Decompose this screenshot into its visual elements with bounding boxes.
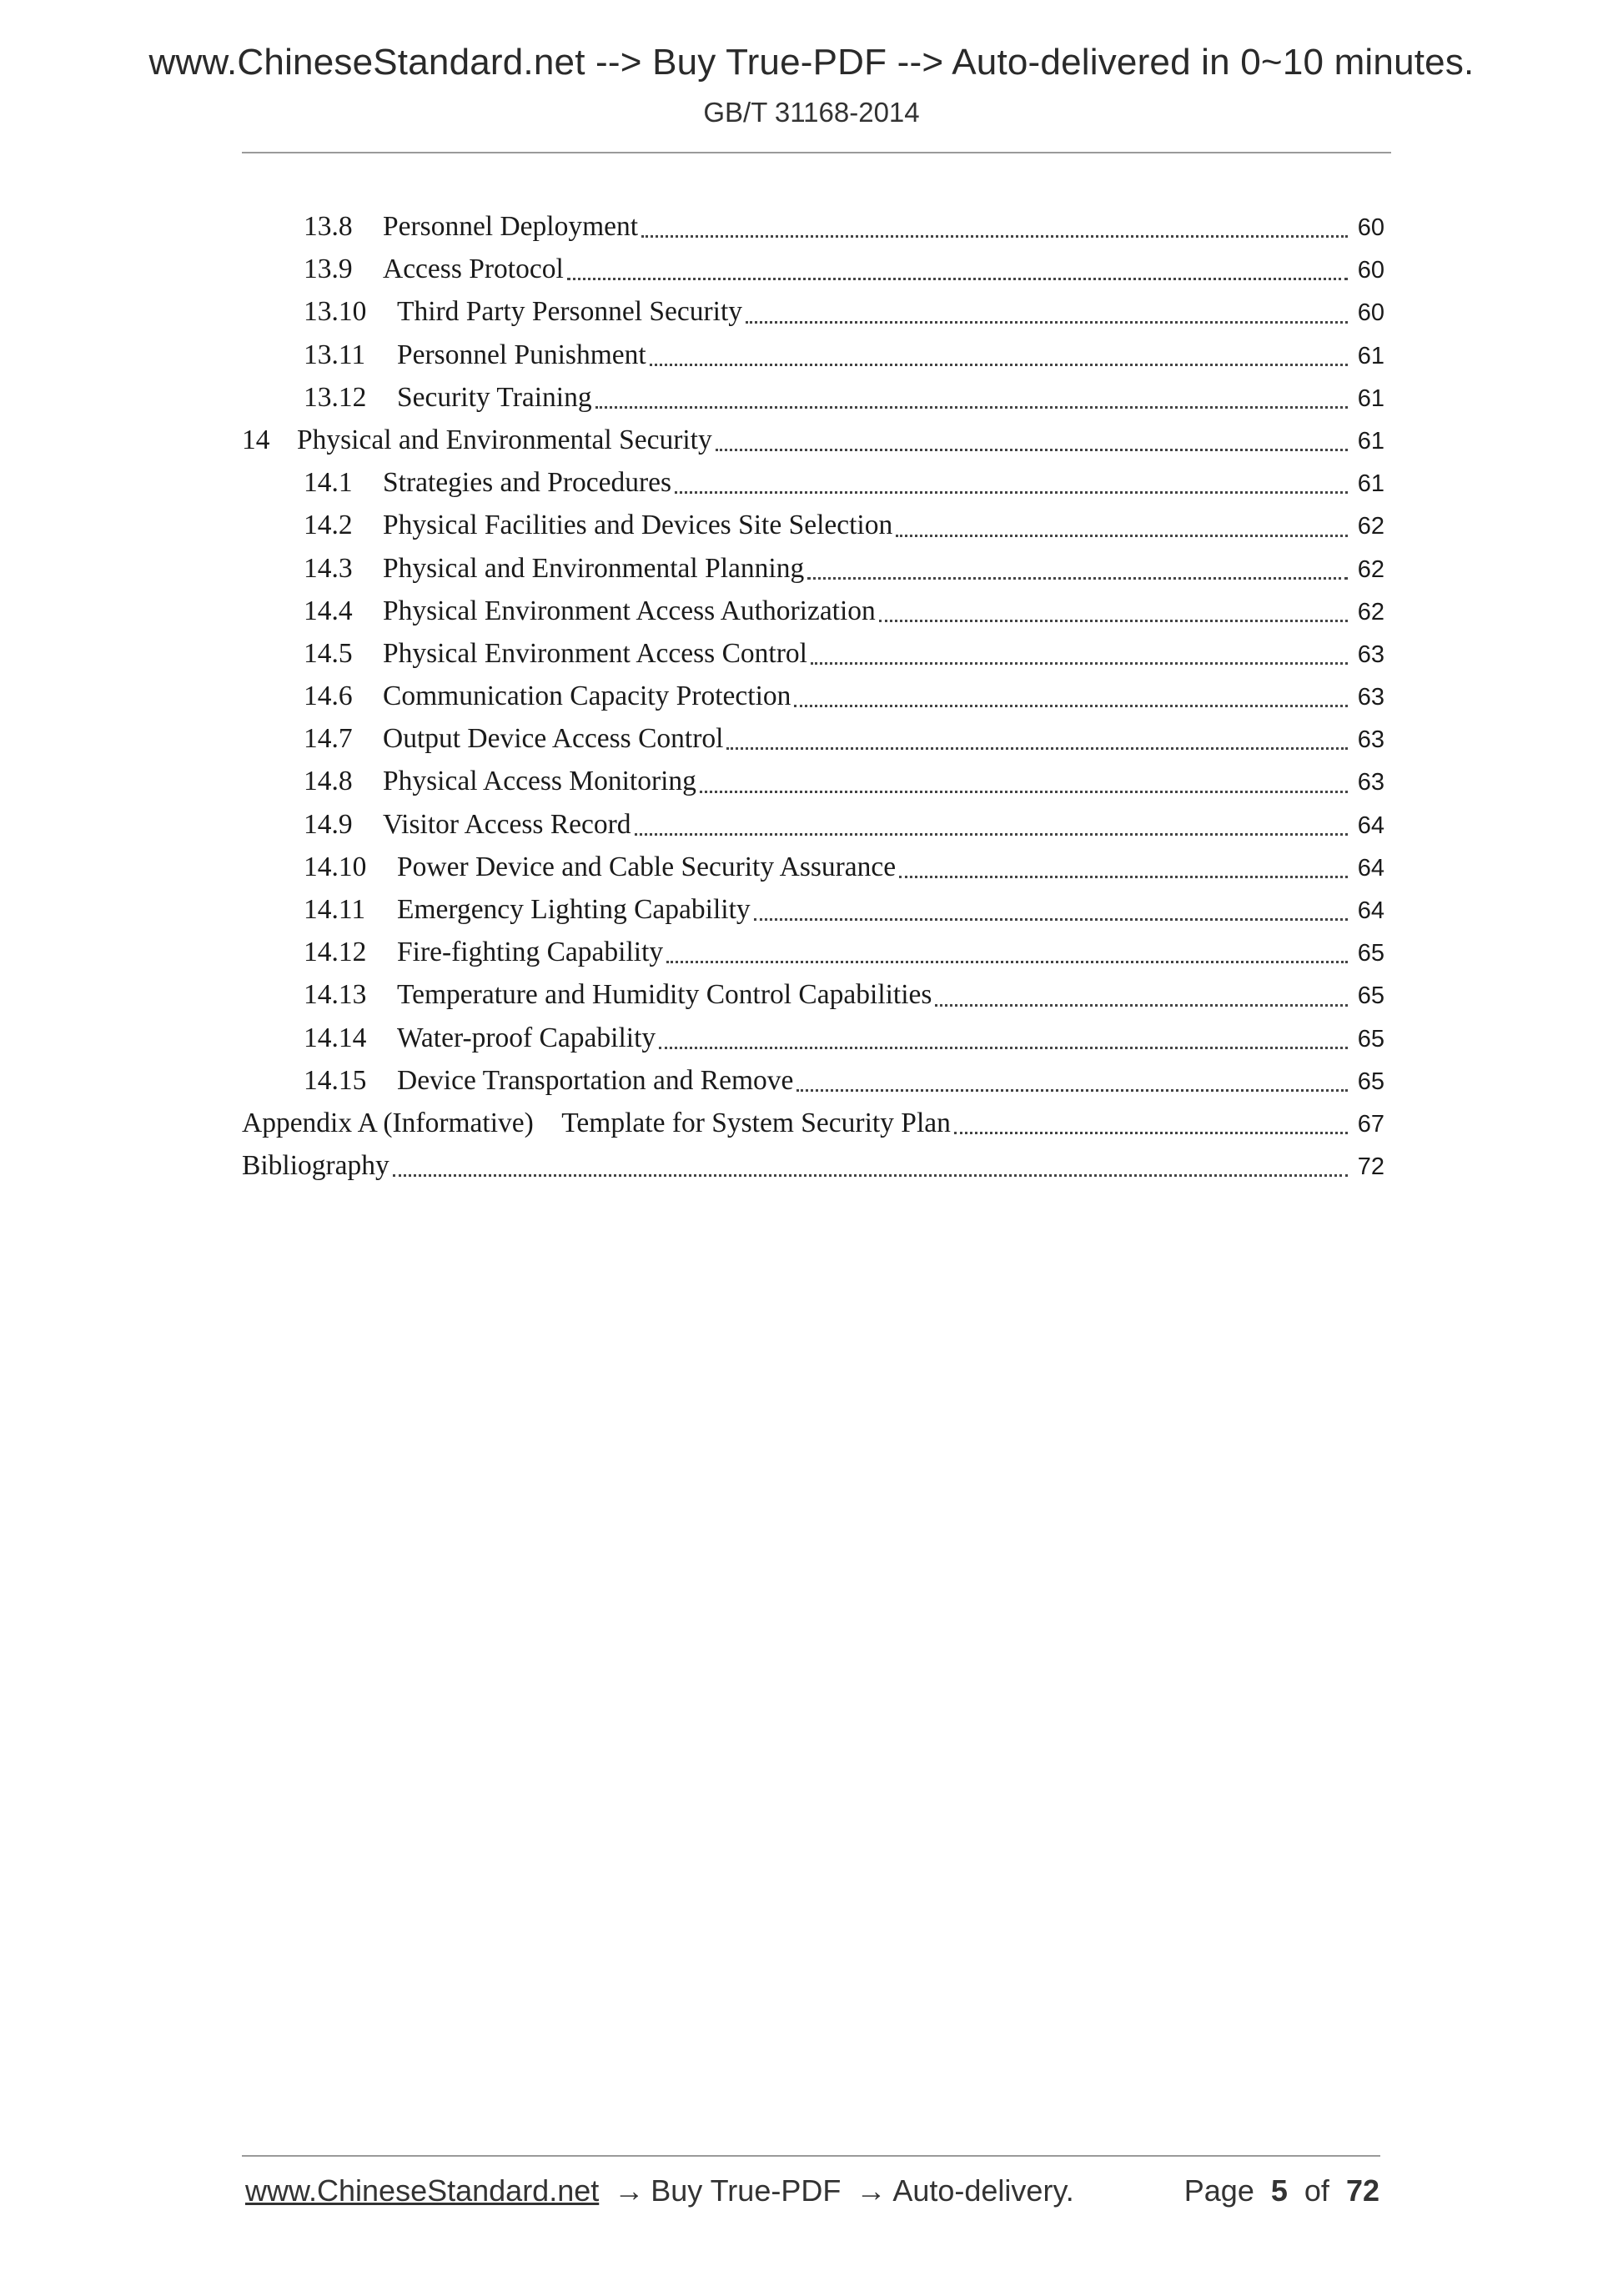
- toc-entry-page: 60: [1357, 299, 1384, 327]
- toc-entry[interactable]: [242, 590, 1384, 632]
- toc-entry[interactable]: [242, 290, 1384, 333]
- toc-entry[interactable]: [242, 547, 1384, 590]
- dot-leader: [807, 577, 1348, 580]
- toc-entry-title: Personnel Deployment: [383, 211, 639, 242]
- toc-entry-number: 14: [242, 424, 270, 455]
- toc-entry-title: Device Transportation and Remove: [397, 1064, 794, 1096]
- toc-entry-page: 60: [1357, 214, 1384, 241]
- toc-entry-number: 13.9: [304, 254, 353, 285]
- right-arrow-icon: →: [614, 2173, 645, 2208]
- toc-entry-title: Physical Environment Access Authorization: [383, 595, 876, 626]
- dot-leader: [567, 278, 1348, 280]
- dot-leader: [896, 535, 1348, 537]
- toc-entry-number: 14.10: [304, 851, 367, 882]
- dot-leader: [716, 449, 1348, 451]
- toc-entry[interactable]: [242, 675, 1384, 717]
- toc-entry[interactable]: [242, 760, 1384, 802]
- table-of-contents: [242, 205, 1384, 1187]
- toc-entry-number: 14.14: [304, 1022, 367, 1053]
- toc-entry-title: Temperature and Humidity Control Capabilities: [397, 979, 932, 1011]
- footer-delivery-text: Auto-delivery.: [892, 2173, 1074, 2208]
- toc-entry-number: 14.11: [304, 894, 366, 925]
- toc-entry-title: Access Protocol: [383, 254, 564, 285]
- dot-leader: [746, 321, 1348, 324]
- toc-entry-page: 63: [1357, 684, 1384, 711]
- toc-entry-number: 14.1: [304, 467, 353, 499]
- toc-entry-page: 65: [1357, 1068, 1384, 1095]
- toc-entry-page: 65: [1357, 1025, 1384, 1053]
- dot-leader: [796, 1089, 1348, 1092]
- toc-entry-title: Physical Environment Access Control: [383, 637, 807, 669]
- toc-entry-page: 61: [1357, 427, 1384, 455]
- dot-leader: [675, 491, 1348, 494]
- toc-entry-page: 62: [1357, 598, 1384, 625]
- toc-entry-title: Emergency Lighting Capability: [397, 894, 751, 925]
- footer: [245, 2173, 1379, 2208]
- toc-entry-page: 65: [1357, 982, 1384, 1010]
- toc-entry-number: 14.4: [304, 595, 353, 626]
- toc-entry-title: Third Party Personnel Security: [397, 296, 743, 328]
- toc-entry-number: 14.9: [304, 808, 353, 840]
- toc-entry-number: 14.13: [304, 979, 367, 1011]
- toc-entry-page: 72: [1357, 1153, 1384, 1181]
- toc-entry-page: 64: [1357, 897, 1384, 924]
- toc-entry[interactable]: [242, 931, 1384, 973]
- toc-entry-page: 63: [1357, 641, 1384, 668]
- toc-entry-title: Personnel Punishment: [397, 339, 646, 370]
- dot-leader: [659, 1047, 1348, 1049]
- toc-entry[interactable]: [242, 205, 1384, 248]
- toc-entry-title: Physical and Environmental Security: [297, 424, 712, 455]
- toc-entry[interactable]: [242, 334, 1384, 376]
- dot-leader: [726, 747, 1348, 750]
- footer-promo: [245, 2173, 1074, 2208]
- dot-leader: [595, 406, 1348, 409]
- toc-entry-title: Fire-fighting Capability: [397, 937, 664, 968]
- toc-entry-page: 67: [1357, 1110, 1384, 1138]
- header-banner: www.ChineseStandard.net --> Buy True-PDF --> Auto-delivered in 0~10 minutes.: [148, 42, 1475, 83]
- toc-entry-page: 60: [1357, 257, 1384, 284]
- toc-entry-title: Bibliography: [242, 1150, 389, 1182]
- footer-buy-text: Buy True-PDF: [651, 2173, 842, 2208]
- toc-entry[interactable]: [242, 973, 1384, 1016]
- toc-entry[interactable]: [242, 1144, 1384, 1187]
- toc-entry-number: 13.12: [304, 381, 367, 413]
- dot-leader: [811, 662, 1348, 665]
- toc-entry[interactable]: [242, 376, 1384, 419]
- toc-entry-page: 65: [1357, 940, 1384, 967]
- toc-entry[interactable]: [242, 632, 1384, 675]
- toc-entry-number: 13.8: [304, 211, 353, 242]
- dot-leader: [635, 833, 1348, 836]
- toc-entry-number: 14.12: [304, 937, 367, 968]
- page-indicator: [1184, 2173, 1379, 2208]
- toc-entry-title: Physical and Environmental Planning: [383, 552, 805, 584]
- toc-entry-title: Physical Facilities and Devices Site Selection: [383, 510, 893, 541]
- toc-entry[interactable]: [242, 419, 1384, 461]
- dot-leader: [393, 1174, 1348, 1177]
- toc-entry[interactable]: [242, 717, 1384, 760]
- dot-leader: [754, 918, 1348, 921]
- right-arrow-icon: →: [856, 2173, 887, 2208]
- toc-entry-title: Water-proof Capability: [397, 1022, 656, 1053]
- toc-entry-page: 64: [1357, 811, 1384, 839]
- dot-leader: [935, 1004, 1348, 1007]
- dot-leader: [794, 705, 1348, 707]
- toc-entry-number: 14.5: [304, 637, 353, 669]
- toc-entry-page: 63: [1357, 769, 1384, 796]
- toc-entry-page: 61: [1357, 384, 1384, 412]
- page-current: 5: [1270, 2173, 1288, 2208]
- toc-entry-number: 14.15: [304, 1064, 367, 1096]
- toc-entry-title: Physical Access Monitoring: [383, 766, 696, 797]
- toc-entry-title: Appendix A (Informative) Template for System Security Plan: [242, 1107, 951, 1138]
- dot-leader: [650, 364, 1348, 366]
- standard-number: GB/T 31168-2014: [703, 97, 920, 128]
- toc-entry-number: 14.2: [304, 510, 353, 541]
- toc-entry-page: 62: [1357, 513, 1384, 540]
- toc-entry-number: 14.8: [304, 766, 353, 797]
- page-total: 72: [1345, 2173, 1379, 2208]
- page-label: Page: [1183, 2173, 1254, 2208]
- toc-entry[interactable]: [242, 888, 1384, 931]
- footer-site-link[interactable]: www.ChineseStandard.net: [245, 2173, 600, 2208]
- footer-divider: [242, 2155, 1380, 2157]
- toc-entry-number: 13.11: [304, 339, 366, 370]
- toc-entry[interactable]: [242, 1059, 1384, 1102]
- toc-entry-page: 63: [1357, 726, 1384, 754]
- header-divider: [242, 152, 1391, 153]
- toc-entry-number: 14.6: [304, 681, 353, 712]
- toc-entry[interactable]: [242, 504, 1384, 546]
- dot-leader: [641, 235, 1348, 238]
- toc-entry-title: Strategies and Procedures: [383, 467, 672, 499]
- toc-entry[interactable]: [242, 1017, 1384, 1059]
- toc-entry-title: Power Device and Cable Security Assurance: [397, 851, 897, 882]
- toc-entry[interactable]: [242, 846, 1384, 888]
- toc-entry-title: Output Device Access Control: [383, 723, 724, 755]
- toc-entry-page: 61: [1357, 342, 1384, 369]
- toc-entry-title: Communication Capacity Protection: [383, 681, 791, 712]
- toc-entry-title: Visitor Access Record: [383, 808, 631, 840]
- dot-leader: [879, 620, 1348, 622]
- toc-entry-page: 62: [1357, 555, 1384, 583]
- toc-entry-number: 14.3: [304, 552, 353, 584]
- toc-entry[interactable]: [242, 248, 1384, 290]
- toc-entry-page: 61: [1357, 470, 1384, 498]
- toc-entry[interactable]: [242, 461, 1384, 504]
- toc-entry[interactable]: [242, 1102, 1384, 1144]
- dot-leader: [899, 876, 1348, 878]
- dot-leader: [700, 791, 1348, 793]
- toc-entry-page: 64: [1357, 854, 1384, 882]
- toc-entry-number: 13.10: [304, 296, 367, 328]
- toc-entry[interactable]: [242, 803, 1384, 846]
- page-of-label: of: [1304, 2173, 1329, 2208]
- toc-entry-number: 14.7: [304, 723, 353, 755]
- dot-leader: [666, 961, 1348, 963]
- toc-entry-title: Security Training: [397, 381, 592, 413]
- dot-leader: [954, 1132, 1348, 1134]
